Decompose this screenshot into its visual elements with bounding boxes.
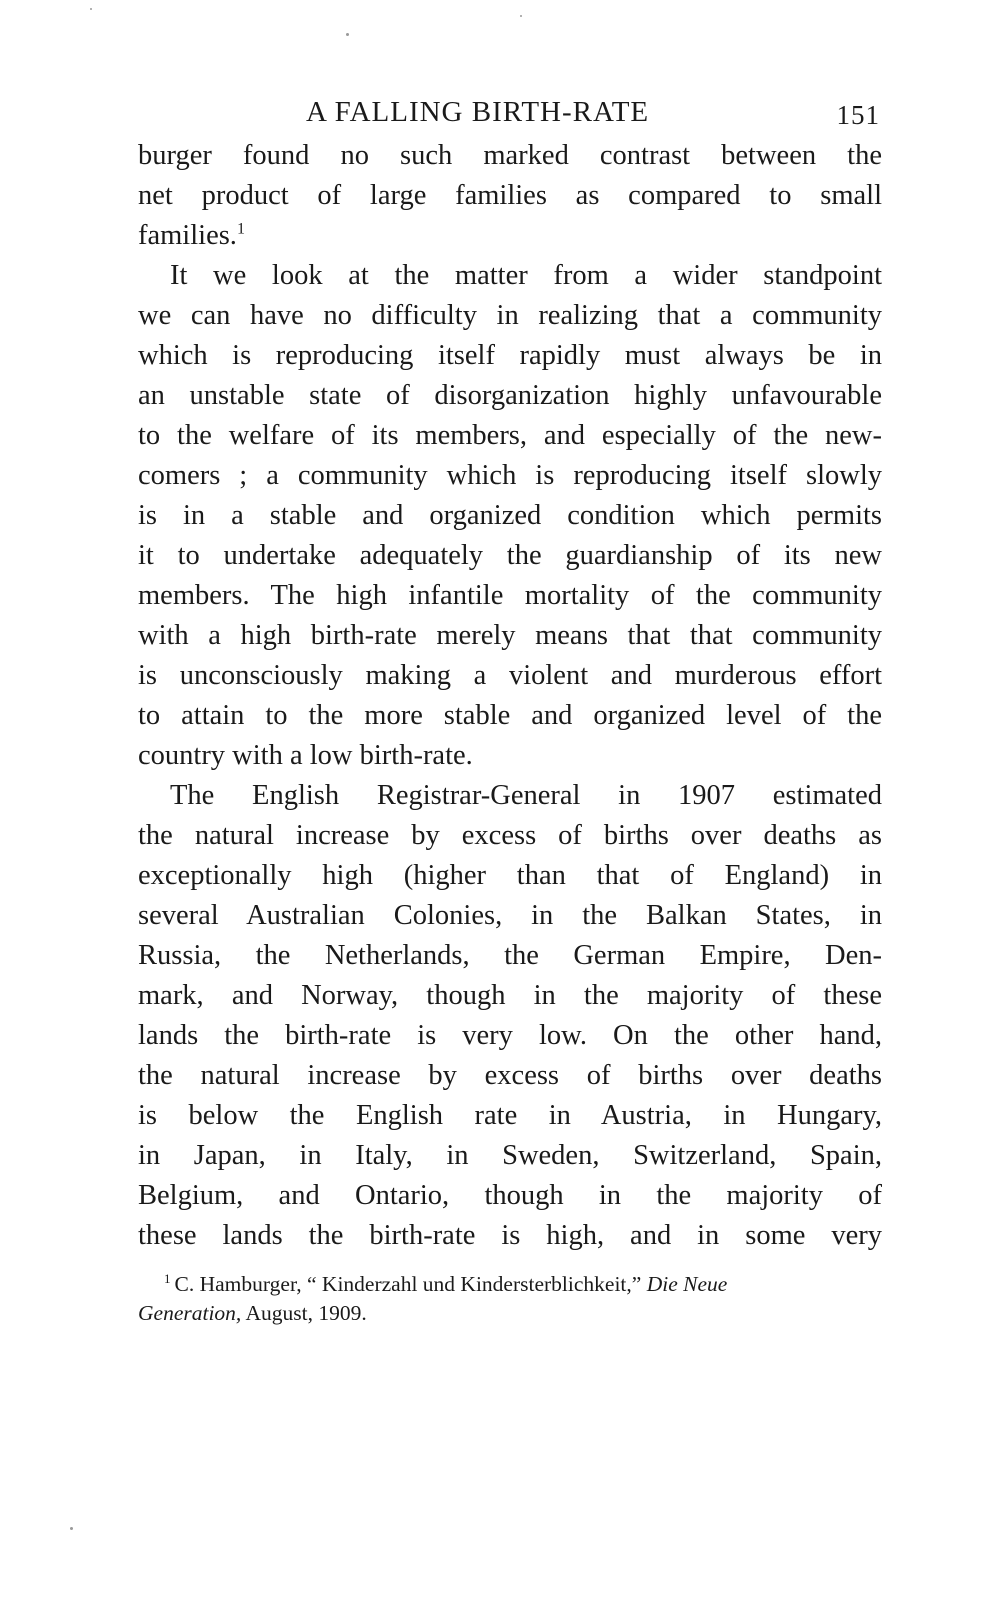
text-line: with a high birth-rate merely means that that community [138, 620, 882, 651]
speck [346, 33, 349, 36]
text-line: Belgium, and Ontario, though in the majority of [138, 1180, 882, 1211]
paragraph-1 [138, 136, 882, 256]
running-title: A FALLING BIRTH-RATE [306, 96, 650, 128]
text-line: to attain to the more stable and organized level of the [138, 700, 882, 731]
text-line: these lands the birth-rate is high, and in some very [138, 1220, 882, 1251]
text-line: Russia, the Netherlands, the German Empire, Den- [138, 940, 882, 971]
text-line: comers ; a community which is reproducing itself slowly [138, 460, 882, 491]
speck [90, 8, 92, 10]
footnote-line [138, 1270, 882, 1299]
footnote [138, 1270, 882, 1328]
text-line: lands the birth-rate is very low. On the other hand, [138, 1020, 882, 1051]
text-line: in Japan, in Italy, in Sweden, Switzerland, Spain, [138, 1140, 882, 1171]
text-line: the natural increase by excess of births over deaths [138, 1060, 882, 1091]
text-line: is unconsciously making a violent and murderous effort [138, 660, 882, 691]
footnote-line [138, 1299, 882, 1328]
paragraph-2 [138, 256, 882, 776]
text-line: which is reproducing itself rapidly must always be in [138, 340, 882, 371]
text-line: mark, and Norway, though in the majority of these [138, 980, 882, 1011]
footnote-journal: Generation, [138, 1301, 242, 1325]
footnote-date: August, 1909. [245, 1301, 367, 1325]
speck [70, 1527, 73, 1530]
footnote-text: C. Hamburger, “ Kinderzahl und Kindersterblichkeit,” [174, 1272, 642, 1296]
speck [520, 15, 522, 17]
text-line: we can have no difficulty in realizing that a community [138, 300, 882, 331]
text-line: burger found no such marked contrast between the [138, 140, 882, 171]
text-line: country with a low birth-rate. [138, 740, 473, 771]
text-line: exceptionally high (higher than that of England) in [138, 860, 882, 891]
book-page [138, 92, 882, 1328]
footnote-journal: Die Neue [646, 1272, 728, 1296]
text-line: it to undertake adequately the guardianship of its new [138, 540, 882, 571]
text-line: members. The high infantile mortality of the community [138, 580, 882, 611]
text-line: It we look at the matter from a wider standpoint [170, 260, 882, 291]
text-line: the natural increase by excess of births over deaths as [138, 820, 882, 851]
footnote-mark: 1 [164, 1270, 171, 1286]
text-line: is below the English rate in Austria, in Hungary, [138, 1100, 882, 1131]
text-line: to the welfare of its members, and especially of the new- [138, 420, 882, 451]
text-line: is in a stable and organized condition which permits [138, 500, 882, 531]
footnote-reference: 1 [236, 220, 245, 238]
text-line: several Australian Colonies, in the Balkan States, in [138, 900, 882, 931]
text-line: The English Registrar-General in 1907 estimated [170, 780, 882, 811]
page-number: 151 [836, 100, 880, 130]
text-line: an unstable state of disorganization highly unfavourable [138, 380, 882, 411]
text-line-content: families. [138, 220, 237, 251]
text-line: net product of large families as compared to small [138, 180, 882, 211]
paragraph-3 [138, 776, 882, 1256]
text-line [138, 216, 882, 256]
running-head [138, 92, 882, 136]
